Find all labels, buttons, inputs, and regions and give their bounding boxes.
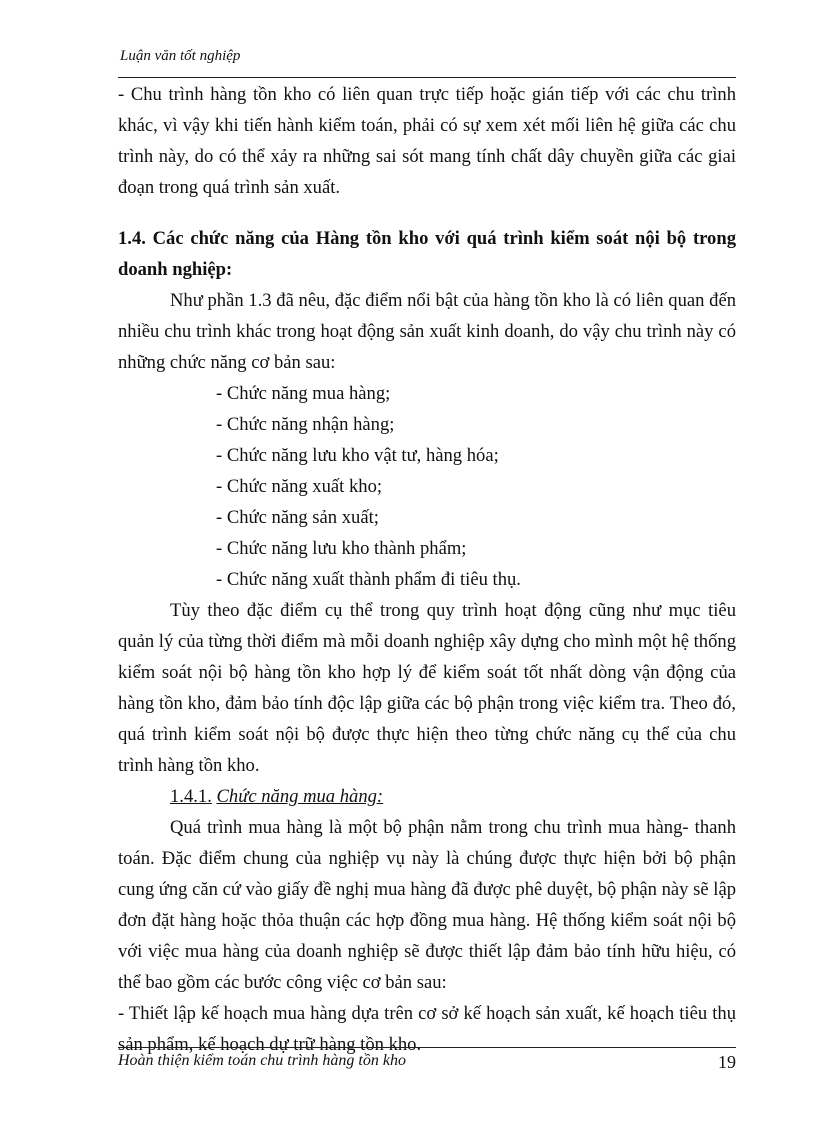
paragraph-purchasing: Quá trình mua hàng là một bộ phận nằm trong chu trình mua hàng- thanh toán. Đặc điểm chung của nghiệp vụ này là chúng được thực hiện bởi bộ phận cung ứng căn cứ vào giấy đề nghị mua hàng đã được phê duyệt, bộ phận này sẽ lập đơn đặt hàng hoặc thỏa thuận các hợp đồng mua hàng. Hệ thống kiểm soát nội bộ với việc mua hàng của doanh nghiệp sẽ được thiết lập đảm bảo tính hữu hiệu, có thể bao gồm các bước công việc cơ bản sau: [118,817,736,993]
list-item: - Chức năng xuất thành phẩm đi tiêu thụ. [216,569,521,590]
paragraph-purchase-plan: - Thiết lập kế hoạch mua hàng dựa trên cơ sở kế hoạch sản xuất, kế hoạch tiêu thụ sản phẩm, kế hoạch dự trữ hàng tồn kho. [118,1003,736,1055]
list-item: - Chức năng lưu kho vật tư, hàng hóa; [216,445,499,466]
page-header: Luận văn tốt nghiệp [120,48,241,64]
list-item: - Chức năng lưu kho thành phẩm; [216,538,467,559]
header-rule [118,77,736,78]
page-number: 19 [718,1052,736,1072]
functions-list [118,378,736,595]
list-item: - Chức năng nhận hàng; [216,414,395,435]
subsection-number: 1.4.1. [170,786,212,807]
list-item: - Chức năng xuất kho; [216,476,383,497]
page-body [118,79,736,1060]
footer-rule [118,1047,736,1048]
page-footer [118,1052,736,1070]
list-item: - Chức năng mua hàng; [216,383,391,404]
paragraph-functions-intro: Như phần 1.3 đã nêu, đặc điểm nổi bật của hàng tồn kho là có liên quan đến nhiều chu trình khác trong hoạt động sản xuất kinh doanh, do vậy chu trình này có những chức năng cơ bản sau: [118,290,736,373]
list-item: - Chức năng sản xuất; [216,507,379,528]
subsection-heading [118,781,736,812]
paragraph-intro: - Chu trình hàng tồn kho có liên quan trực tiếp hoặc gián tiếp với các chu trình khác, vì vậy khi tiến hành kiểm toán, phải có sự xem xét mối liên hệ giữa các chu trình này, do có thể xảy ra những sai sót mang tính chất dây chuyền giữa các giai đoạn trong quá trình sản xuất. [118,84,736,198]
paragraph-internal-control: Tùy theo đặc điểm cụ thể trong quy trình hoạt động cũng như mục tiêu quản lý của từng thời điểm mà mỗi doanh nghiệp xây dựng cho mình một hệ thống kiểm soát nội bộ hàng tồn kho hợp lý để kiểm soát tốt nhất dòng vận động của hàng tồn kho, đảm bảo tính độc lập giữa các bộ phận trong việc kiểm tra. Theo đó, quá trình kiểm soát nội bộ được thực hiện theo từng chức năng cụ thể của chu trình hàng tồn kho. [118,600,736,776]
section-heading: 1.4. Các chức năng của Hàng tồn kho với quá trình kiểm soát nội bộ trong doanh nghiệp: [118,228,736,280]
footer-title: Hoàn thiện kiểm toán chu trình hàng tồn kho [118,1052,406,1069]
subsection-title: Chức năng mua hàng: [216,786,384,807]
